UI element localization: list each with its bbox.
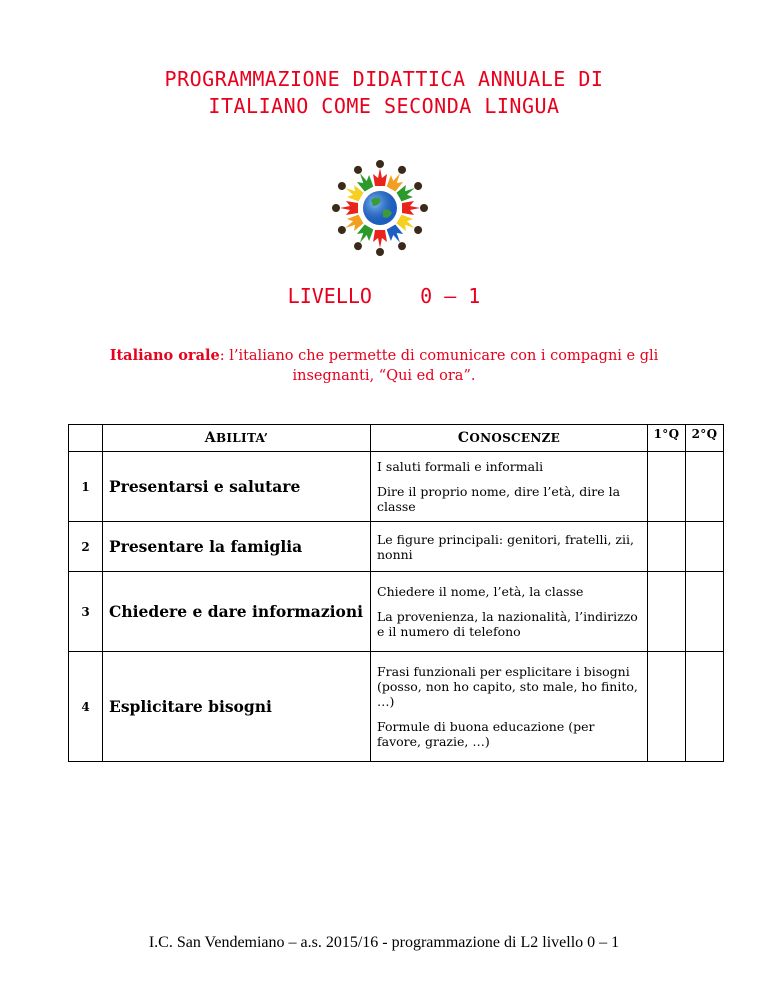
header-number [69, 425, 103, 452]
row-knowledge: Le figure principali: genitori, fratelli, zii, nonni [371, 522, 648, 572]
level-label: LIVELLO 0 – 1 [287, 284, 481, 308]
row-skill: Presentarsi e salutare [103, 452, 371, 522]
row-number: 4 [69, 652, 103, 762]
header-abilita: ABILITA’ [103, 425, 371, 452]
row-q1-cell [648, 522, 686, 572]
table-row [69, 652, 724, 762]
row-q2-cell [686, 652, 724, 762]
skills-table [68, 424, 724, 762]
header-q1: 1°Q [648, 425, 686, 452]
row-knowledge: I saluti formali e informali Dire il proprio nome, dire l’età, dire la classe [371, 452, 648, 522]
row-knowledge: Chiedere il nome, l’età, la classe La provenienza, la nazionalità, l’indirizzo e il numero di telefono [371, 572, 648, 652]
header-conoscenze: CONOSCENZE [371, 425, 648, 452]
row-number: 1 [69, 452, 103, 522]
row-q1-cell [648, 652, 686, 762]
table-row [69, 522, 724, 572]
row-skill: Presentare la famiglia [103, 522, 371, 572]
title-line-2: ITALIANO COME SECONDA LINGUA [208, 94, 560, 118]
row-q2-cell [686, 572, 724, 652]
document-title [0, 66, 768, 120]
globe-children-circle-icon [324, 152, 436, 264]
header-q2: 2°Q [686, 425, 724, 452]
row-number: 2 [69, 522, 103, 572]
row-q2-cell [686, 452, 724, 522]
row-knowledge: Frasi funzionali per esplicitare i bisogni (posso, non ho capito, sto male, ho finito, …) Formule di buona educazione (per favore, grazie, …) [371, 652, 648, 762]
row-number: 3 [69, 572, 103, 652]
table-row [69, 452, 724, 522]
row-skill: Esplicitare bisogni [103, 652, 371, 762]
page-footer: I.C. San Vendemiano – a.s. 2015/16 - programmazione di L2 livello 0 – 1 [148, 934, 620, 951]
subtitle-text: : l’italiano che permette di comunicare con i compagni e gli insegnanti, “Qui ed ora”. [219, 348, 659, 384]
title-line-1: PROGRAMMAZIONE DIDATTICA ANNUALE DI [164, 67, 604, 91]
table-header-row [69, 425, 724, 452]
subtitle [90, 346, 678, 386]
subtitle-bold: Italiano orale [109, 347, 220, 364]
row-q1-cell [648, 572, 686, 652]
table-row [69, 572, 724, 652]
row-q1-cell [648, 452, 686, 522]
row-skill: Chiedere e dare informazioni [103, 572, 371, 652]
row-q2-cell [686, 522, 724, 572]
